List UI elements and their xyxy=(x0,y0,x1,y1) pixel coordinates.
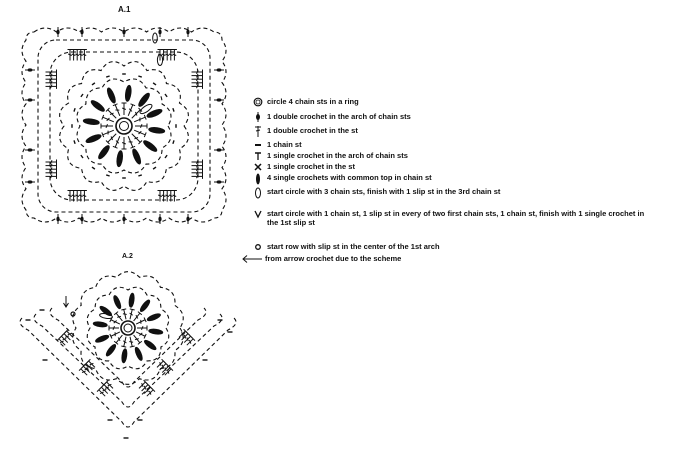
round-ring-1 xyxy=(87,287,169,369)
diagram-a1 xyxy=(22,27,226,224)
legend-text: start row with slip st in the center of the 1st arch xyxy=(267,242,440,251)
edge-stitches xyxy=(25,27,224,224)
single-crochet-icon xyxy=(253,162,263,172)
single-crochet-arch-icon xyxy=(253,151,263,161)
legend-item-double-crochet-arch xyxy=(253,112,411,122)
chain-st-icon xyxy=(253,140,263,150)
legend-item-start-circle-chain xyxy=(253,187,500,199)
legend-text: 1 single crochet in the st xyxy=(267,162,355,171)
legend-text: 1 double crochet in the st xyxy=(267,126,358,135)
arrow-left-icon xyxy=(241,254,263,264)
inner-stitches xyxy=(109,309,147,347)
edge-marks xyxy=(26,310,233,438)
round-ring-2 xyxy=(60,62,189,191)
petals xyxy=(93,293,163,363)
legend-item-chain-st xyxy=(253,140,302,150)
inner-stitches xyxy=(101,103,147,149)
chain-ring-icon xyxy=(253,97,263,107)
start-circle-slip-icon xyxy=(253,209,263,219)
legend-text: circle 4 chain sts in a ring xyxy=(267,97,359,106)
outer-frame xyxy=(22,28,226,222)
start-circle-chain-icon xyxy=(253,187,263,199)
petals xyxy=(83,85,165,167)
legend-text: start circle with 1 chain st, 1 slip st in every of two first chain sts, 1 chain st, finish with 1 single crochet in the 1st slip st xyxy=(267,209,645,227)
diamond-ring-2 xyxy=(34,314,222,407)
legend-text: start circle with 3 chain sts, finish with 1 slip st in the 3rd chain st xyxy=(267,187,501,196)
double-crochet-icon xyxy=(253,126,263,137)
diagram-a2-label: A.2 xyxy=(122,253,133,260)
legend-text: 1 chain st xyxy=(267,140,302,149)
legend-text: 4 single crochets with common top in chain st xyxy=(267,173,432,182)
double-crochet-arch-icon xyxy=(253,112,263,122)
diagram-a1-label: A.1 xyxy=(118,5,131,14)
round-ring-1 xyxy=(77,79,171,173)
center-ring xyxy=(116,118,132,134)
legend-item-arrow xyxy=(241,254,401,264)
legend-item-start-circle-slip xyxy=(253,209,648,227)
legend-item-double-crochet xyxy=(253,126,358,137)
legend-item-single-crochet-arch xyxy=(253,151,408,161)
slip-st-start-icon xyxy=(253,242,263,252)
center-ring xyxy=(121,321,135,335)
legend-text: from arrow crochet due to the scheme xyxy=(265,254,402,263)
legend-item-chain-ring xyxy=(253,97,359,107)
legend-item-slip-st-start xyxy=(253,242,440,252)
legend-text: 1 double crochet in the arch of chain sts xyxy=(267,112,411,121)
four-sc-common-top-icon xyxy=(253,173,263,185)
legend-item-four-sc-common-top xyxy=(253,173,432,185)
legend-text: 1 single crochet in the arch of chain sts xyxy=(267,151,408,160)
legend-item-single-crochet xyxy=(253,162,355,172)
diagram-a2 xyxy=(20,272,236,438)
